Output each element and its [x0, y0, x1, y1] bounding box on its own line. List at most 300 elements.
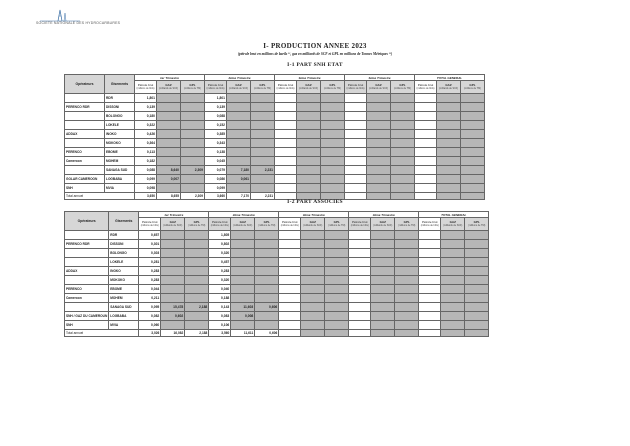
q4-value [391, 157, 415, 166]
operator-cell [65, 112, 105, 121]
table-row [65, 103, 485, 112]
empty-total [349, 330, 371, 337]
q4-value [395, 285, 419, 294]
q4-value [345, 184, 367, 193]
q4-value [349, 240, 371, 249]
q3-value [279, 240, 301, 249]
q3-value [279, 267, 301, 276]
q3-value [275, 148, 297, 157]
q2-value [227, 157, 251, 166]
q1-value [185, 231, 209, 240]
q2-value [255, 240, 279, 249]
unit: (milliards de SCF) [228, 87, 249, 90]
q3-value [297, 112, 321, 121]
header-gaz [297, 81, 321, 94]
label: GPL [263, 219, 270, 224]
operator-cell: Cameroon [65, 294, 109, 303]
q4-value [349, 285, 371, 294]
q4-value [367, 166, 391, 175]
section-title-associes: I-2 PART ASSOCIES [287, 199, 343, 205]
q3-value [275, 130, 297, 139]
q3-value [301, 240, 325, 249]
q3-value [301, 231, 325, 240]
q1-total: 3,650 [135, 193, 157, 200]
q3-value [275, 112, 297, 121]
q1-value [185, 294, 209, 303]
q1-value [185, 276, 209, 285]
q2-value: 0,138 [205, 148, 227, 157]
q2-value: 0,320 [209, 249, 231, 258]
q3-value [275, 175, 297, 184]
label: Pétrole brut [422, 219, 438, 224]
q2-value [251, 148, 275, 157]
label: Pétrole brut [137, 82, 154, 87]
total-value [465, 294, 489, 303]
logo-caption: SOCIETE NATIONALE DES HYDROCARBURES [36, 21, 121, 25]
header-total: TOTAL GENERAL [415, 75, 485, 81]
header-operateurs: Opérateurs [65, 212, 109, 231]
operator-cell [65, 231, 109, 240]
table-row [65, 184, 485, 193]
total-value [415, 184, 437, 193]
total-value [441, 321, 465, 330]
q1-value [157, 139, 181, 148]
table-row [65, 231, 489, 240]
total-value [437, 94, 461, 103]
q1-total: 16,082 [161, 330, 185, 337]
q4-value [395, 276, 419, 285]
q4-value [391, 112, 415, 121]
q2-value: 0,040 [209, 285, 231, 294]
unit: (millions de TM) [324, 87, 341, 90]
q4-value [395, 258, 419, 267]
q2-value: 0,188 [209, 294, 231, 303]
label: Pétrole brut [212, 219, 228, 224]
empty-total [441, 330, 465, 337]
total-value [419, 258, 441, 267]
label: GAZ [445, 82, 452, 87]
q3-value [279, 258, 301, 267]
operator-cell: ADDAX [65, 267, 109, 276]
q2-value: 0,079 [205, 166, 227, 175]
operator-cell [65, 121, 105, 130]
q2-total: 7,170 [227, 193, 251, 200]
operator-cell [65, 166, 105, 175]
q4-value [345, 175, 367, 184]
unit: (millions de bbls) [210, 224, 229, 227]
q1-value: 0,088 [135, 166, 157, 175]
total-value [415, 94, 437, 103]
q1-value: 2,188 [185, 303, 209, 312]
table-row [65, 258, 489, 267]
header-petrole-brut [349, 218, 371, 231]
q1-value: 15,478 [161, 303, 185, 312]
q3-value [279, 285, 301, 294]
operator-cell: GOLAR CAMEROON [65, 175, 105, 184]
unit: (milliards de SCF) [163, 224, 183, 227]
table-row [65, 166, 485, 175]
unit: (milliards de SCF) [368, 87, 389, 90]
empty-total [395, 330, 419, 337]
total-value [441, 240, 465, 249]
total-value [415, 112, 437, 121]
total-label: Total annuel [65, 193, 135, 200]
q2-value: 0,143 [209, 303, 231, 312]
label: Pétrole brut [352, 219, 368, 224]
q3-value [279, 312, 301, 321]
header-gaz [301, 218, 325, 231]
q4-value [345, 157, 367, 166]
header-petrole-brut [279, 218, 301, 231]
q3-value [279, 303, 301, 312]
total-value [441, 285, 465, 294]
q4-value [371, 267, 395, 276]
q4-value [367, 139, 391, 148]
header-q1: 1er Trimestre [135, 75, 205, 81]
q1-value: 0,281 [139, 258, 161, 267]
q1-value: 0,180 [135, 112, 157, 121]
q1-value [185, 267, 209, 276]
unit: (millions de bbls) [346, 87, 365, 90]
operator-cell [65, 258, 109, 267]
unit: (millions de bbls) [416, 87, 435, 90]
q2-value: 1,805 [209, 231, 231, 240]
total-value [441, 231, 465, 240]
q2-value [227, 139, 251, 148]
q4-value [367, 130, 391, 139]
header-petrole-brut [139, 218, 161, 231]
total-value [419, 276, 441, 285]
label: Pétrole brut [417, 82, 434, 87]
header-petrole-brut [205, 81, 227, 94]
q1-total: 3,026 [139, 330, 161, 337]
header-gpl [391, 81, 415, 94]
q4-value [367, 112, 391, 121]
total-value [437, 121, 461, 130]
unit: (millions de bbls) [350, 224, 369, 227]
table-row [65, 303, 489, 312]
header-q1: 1er Trimestre [139, 212, 209, 218]
q4-value [371, 258, 395, 267]
q2-value [255, 267, 279, 276]
total-value [461, 157, 485, 166]
header-q4: 4ème Trimestre [345, 75, 415, 81]
operator-cell: Cameroon [65, 157, 105, 166]
total-value [415, 103, 437, 112]
q1-value: 0,095 [139, 303, 161, 312]
header-gisements: Gisements [105, 75, 135, 94]
header-q3: 3ème Trimestre [279, 212, 349, 218]
total-value [437, 166, 461, 175]
q4-value [345, 166, 367, 175]
total-value [419, 249, 441, 258]
q4-value [395, 321, 419, 330]
q4-value [349, 294, 371, 303]
q3-value [321, 148, 345, 157]
q1-total: 2,188 [185, 330, 209, 337]
label: GPL [333, 219, 340, 224]
empty-total [419, 330, 441, 337]
q2-value: 0,086 [205, 175, 227, 184]
label: GPL [329, 82, 336, 87]
label: GAZ [239, 219, 246, 224]
q1-value: 0,099 [135, 175, 157, 184]
q4-value [395, 231, 419, 240]
q2-value [231, 249, 255, 258]
label: GAZ [309, 219, 316, 224]
q1-value: 0,283 [139, 276, 161, 285]
q4-value [395, 303, 419, 312]
total-value [465, 321, 489, 330]
header-q2: 2ème Trimestre [209, 212, 279, 218]
q1-value [157, 148, 181, 157]
q4-value [371, 303, 395, 312]
header-q2: 2ème Trimestre [205, 75, 275, 81]
q2-value [251, 112, 275, 121]
unit: (millions de TM) [184, 87, 201, 90]
q2-value [251, 121, 275, 130]
q2-value [227, 112, 251, 121]
unit: (milliards de SCF) [233, 224, 253, 227]
total-value [465, 258, 489, 267]
q4-value [367, 121, 391, 130]
q2-value [227, 130, 251, 139]
field-cell: SANAGA SUD [105, 166, 135, 175]
q2-value [255, 321, 279, 330]
unit: (millions de TM) [394, 87, 411, 90]
q2-value [251, 94, 275, 103]
total-value [465, 267, 489, 276]
q1-value [161, 258, 185, 267]
q3-value [297, 130, 321, 139]
q3-value [297, 121, 321, 130]
table-row [65, 312, 489, 321]
total-value [465, 231, 489, 240]
q4-value [349, 321, 371, 330]
q1-value [185, 240, 209, 249]
q2-value [231, 267, 255, 276]
unit: (millions de TM) [328, 224, 346, 227]
field-cell: BOLONGO [105, 112, 135, 121]
q1-value: 0,364 [135, 139, 157, 148]
total-value [437, 139, 461, 148]
header-gpl [465, 218, 489, 231]
field-cell: LOKELE [105, 121, 135, 130]
q2-value [251, 139, 275, 148]
unit: (millions de bbls) [206, 87, 225, 90]
header-gpl [461, 81, 485, 94]
total-value [465, 312, 489, 321]
q3-value [325, 258, 349, 267]
q1-value [157, 121, 181, 130]
q1-value: 0,602 [161, 312, 185, 321]
q3-value [301, 276, 325, 285]
field-cell: MVIA [105, 184, 135, 193]
production-table-snh-etat [64, 74, 485, 200]
total-value [437, 112, 461, 121]
total-value [415, 121, 437, 130]
q4-value [391, 130, 415, 139]
q1-value [161, 231, 185, 240]
q2-value: 0,008 [231, 312, 255, 321]
q2-value [227, 103, 251, 112]
q3-value [279, 294, 301, 303]
q2-value [251, 175, 275, 184]
total-value [441, 303, 465, 312]
q1-value: 0,007 [157, 175, 181, 184]
table-row [65, 240, 489, 249]
header-petrole-brut [275, 81, 297, 94]
q4-value [367, 103, 391, 112]
operator-cell [65, 249, 109, 258]
q3-value [321, 157, 345, 166]
q2-value: 2,231 [251, 166, 275, 175]
total-value [461, 139, 485, 148]
q3-value [301, 285, 325, 294]
q1-value: 0,098 [135, 184, 157, 193]
total-value [415, 157, 437, 166]
q1-value: 0,182 [135, 157, 157, 166]
q1-value: 0,082 [139, 312, 161, 321]
q1-value [181, 148, 205, 157]
label: Pétrole brut [142, 219, 158, 224]
q1-value: 0,283 [139, 267, 161, 276]
q4-value [395, 312, 419, 321]
q3-value [275, 166, 297, 175]
q1-value [181, 139, 205, 148]
q4-value [391, 175, 415, 184]
q2-value: 0,385 [205, 130, 227, 139]
q4-value [367, 94, 391, 103]
q4-value [371, 276, 395, 285]
q2-value [227, 121, 251, 130]
operator-cell: PERENCO RDR [65, 240, 109, 249]
q1-value [161, 249, 185, 258]
q3-value [279, 231, 301, 240]
q4-value [345, 121, 367, 130]
unit: (millions de bbls) [276, 87, 295, 90]
table-row [65, 294, 489, 303]
q2-total: 2,231 [251, 193, 275, 200]
q2-value: 0,606 [255, 303, 279, 312]
q2-value [251, 103, 275, 112]
q4-value [395, 240, 419, 249]
label: GPL [473, 219, 480, 224]
q1-value [161, 294, 185, 303]
q2-value [255, 285, 279, 294]
q3-value [325, 276, 349, 285]
header-gpl [185, 218, 209, 231]
q3-value [321, 130, 345, 139]
header-gpl [325, 218, 349, 231]
q1-value [181, 175, 205, 184]
q1-value [157, 130, 181, 139]
q3-value [275, 103, 297, 112]
q1-value: 0,657 [139, 231, 161, 240]
q2-value: 0,139 [205, 103, 227, 112]
unit: (millions de TM) [398, 224, 416, 227]
field-cell: EBOME [109, 285, 139, 294]
q2-total: 3,560 [209, 330, 231, 337]
header-petrole-brut [209, 218, 231, 231]
q4-value [349, 231, 371, 240]
total-value [419, 312, 441, 321]
q4-value [349, 312, 371, 321]
production-table-associes [64, 211, 489, 337]
header-q4: 4ème Trimestre [349, 212, 419, 218]
field-cell: MOHEM [105, 157, 135, 166]
q3-value [301, 258, 325, 267]
label: Pétrole brut [347, 82, 364, 87]
q3-value [275, 139, 297, 148]
operator-cell: SNH [65, 184, 105, 193]
q1-value [161, 276, 185, 285]
q1-value [161, 285, 185, 294]
q1-value [161, 321, 185, 330]
label: GAZ [305, 82, 312, 87]
q3-value [325, 267, 349, 276]
operator-cell: PERENCO RDR [65, 103, 105, 112]
q3-value [275, 94, 297, 103]
q3-value [301, 294, 325, 303]
unit: (millions de TM) [464, 87, 481, 90]
q2-value [231, 321, 255, 330]
q1-value [157, 157, 181, 166]
operator-cell [65, 276, 109, 285]
q3-value [297, 94, 321, 103]
q1-value [181, 121, 205, 130]
unit: (millions de bbls) [140, 224, 159, 227]
q2-value [231, 231, 255, 240]
q3-value [321, 112, 345, 121]
table-row [65, 321, 489, 330]
total-value [419, 240, 441, 249]
header-gaz [157, 81, 181, 94]
q3-value [325, 285, 349, 294]
q4-value [345, 112, 367, 121]
label: GPL [469, 82, 476, 87]
q3-value [279, 249, 301, 258]
unit: (milliards de SCF) [443, 224, 463, 227]
field-cell: RDR [105, 94, 135, 103]
table-row [65, 249, 489, 258]
q3-value [301, 321, 325, 330]
q3-value [297, 103, 321, 112]
document-title: I- PRODUCTION ANNEE 2023 [263, 42, 367, 50]
field-cell: RDR [109, 231, 139, 240]
field-cell: MVIA [109, 321, 139, 330]
q2-value [227, 94, 251, 103]
field-cell: INOKO [105, 130, 135, 139]
empty-total [371, 330, 395, 337]
header-petrole-brut [419, 218, 441, 231]
total-value [461, 148, 485, 157]
header-gaz [437, 81, 461, 94]
q3-value [325, 231, 349, 240]
total-value [441, 258, 465, 267]
q2-value [231, 285, 255, 294]
q3-value [321, 184, 345, 193]
q3-value [301, 249, 325, 258]
q2-total: 0,606 [255, 330, 279, 337]
field-cell: MOKOKO [109, 276, 139, 285]
field-cell: MOKOKO [105, 139, 135, 148]
table-row [65, 112, 485, 121]
q3-value [297, 148, 321, 157]
q3-value [275, 184, 297, 193]
q3-value [321, 103, 345, 112]
operator-cell [65, 94, 105, 103]
